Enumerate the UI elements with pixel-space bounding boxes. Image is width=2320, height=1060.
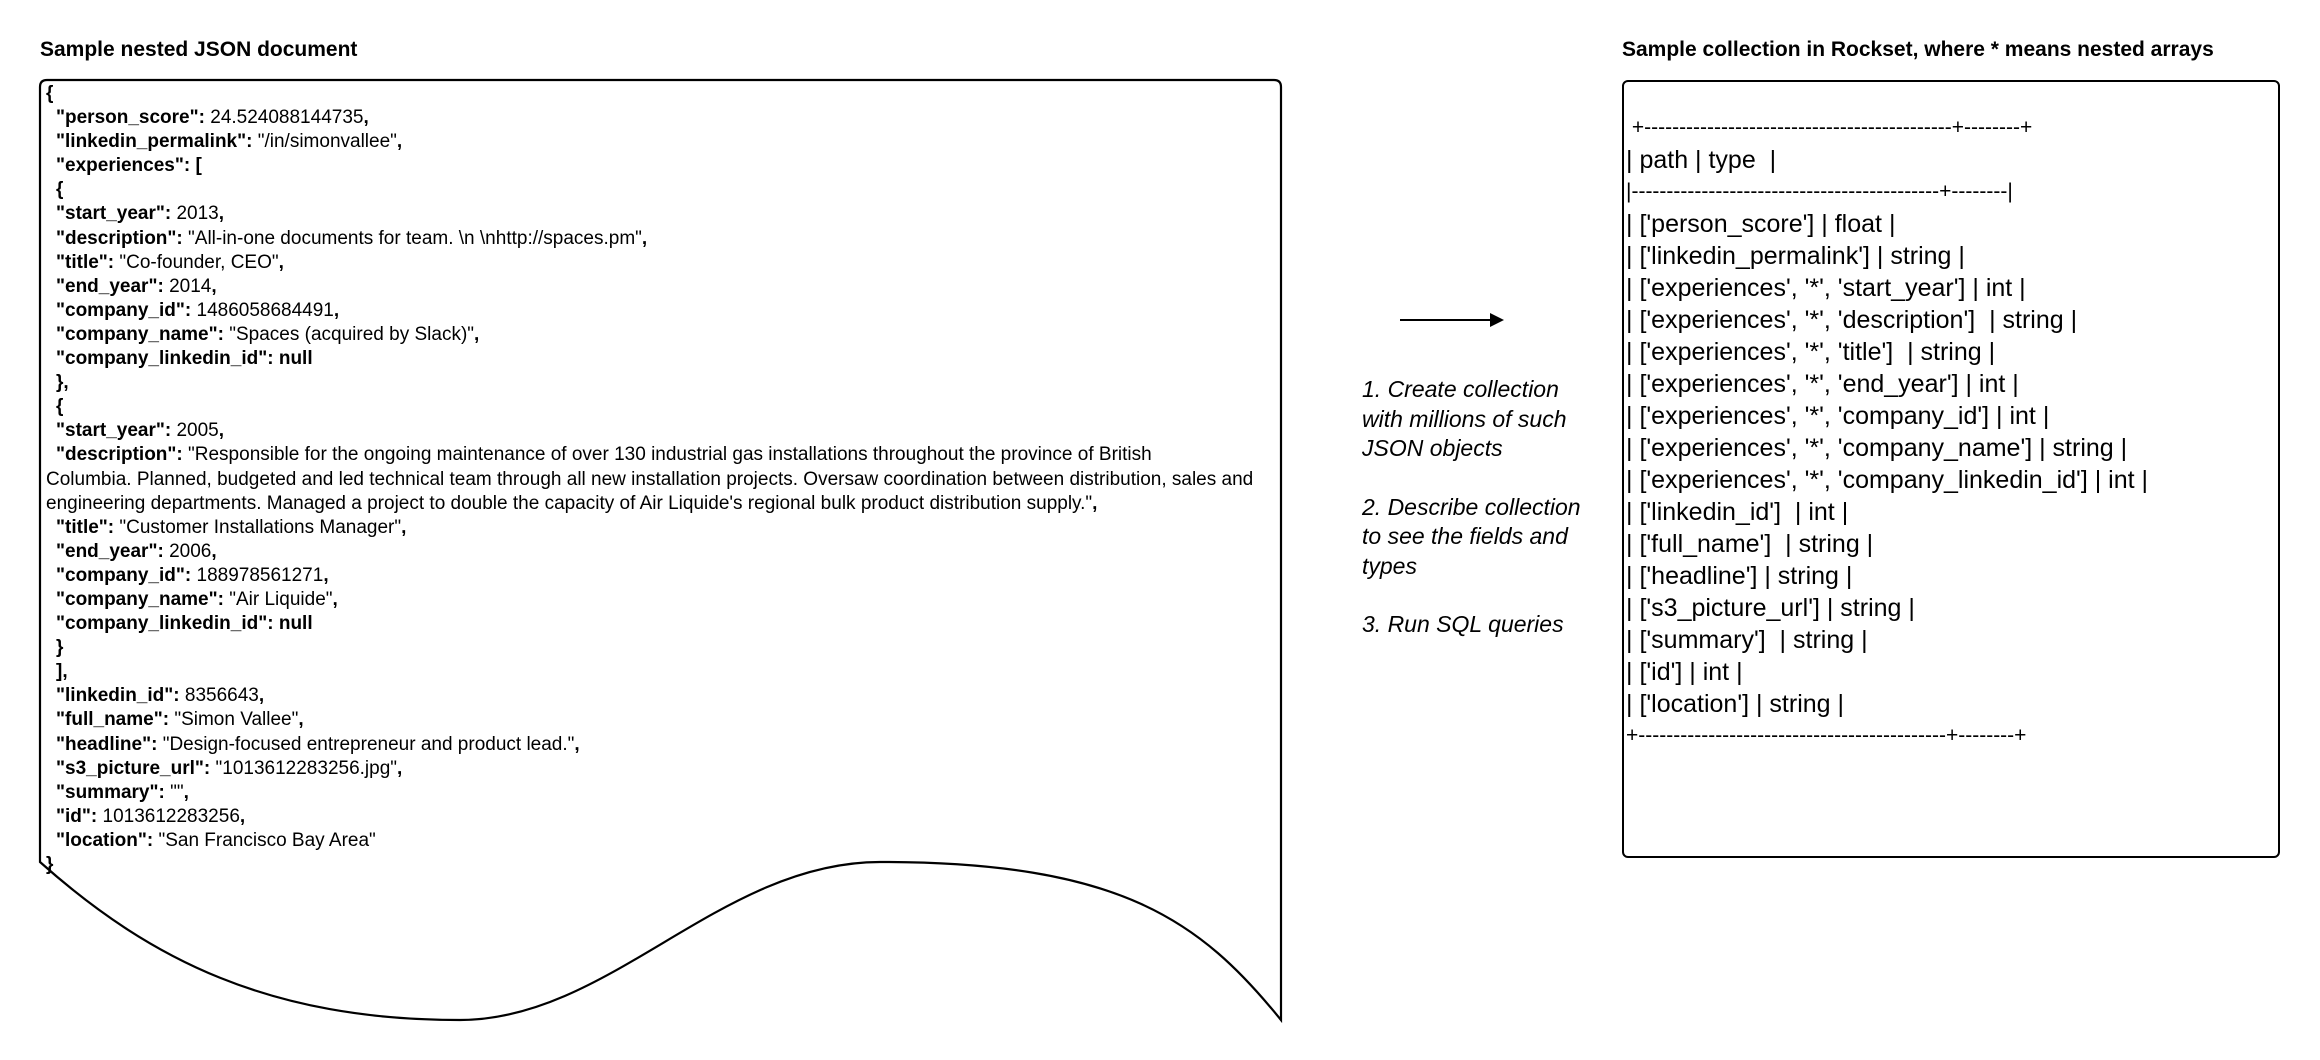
schema-row: | ['experiences', '*', 'start_year'] | int | — [1626, 274, 2026, 302]
json-punctuation: }, — [56, 372, 69, 394]
json-key: "company_linkedin_id": null — [56, 348, 313, 370]
json-comma: , — [218, 420, 225, 442]
json-line — [46, 612, 1282, 636]
schema-row: | ['experiences', '*', 'title'] | string | — [1626, 338, 1996, 366]
json-comma: , — [218, 203, 225, 225]
json-key: "s3_picture_url": — [56, 757, 211, 779]
json-line — [46, 202, 1282, 226]
json-document-text — [46, 82, 1282, 877]
json-line — [46, 82, 1282, 106]
schema-row: | ['full_name'] | string | — [1626, 530, 1874, 558]
json-line — [46, 347, 1282, 371]
json-value: 2013 — [171, 203, 219, 225]
json-value: "Co-founder, CEO" — [114, 251, 279, 273]
json-comma: , — [401, 516, 407, 538]
json-value: 24.524088144735 — [204, 107, 364, 129]
json-value: "" — [164, 781, 184, 803]
json-line — [46, 660, 1282, 684]
schema-border-line: +--------------------------------------------+--------+ — [1626, 724, 2027, 747]
json-punctuation: ], — [56, 661, 68, 683]
json-key: "id": — [56, 805, 98, 827]
json-comma: , — [258, 685, 265, 707]
json-punctuation: { — [56, 179, 64, 201]
json-value: 1486058684491 — [191, 299, 334, 321]
json-key: "headline": — [56, 733, 158, 755]
json-document-heading: Sample nested JSON document — [40, 38, 358, 61]
json-comma: , — [239, 805, 246, 827]
json-comma: , — [574, 733, 580, 755]
schema-row: | ['headline'] | string | — [1626, 562, 1853, 590]
json-line — [46, 540, 1282, 564]
json-key: "company_id": — [56, 299, 192, 321]
json-comma: , — [211, 275, 217, 297]
json-line — [46, 516, 1282, 540]
json-key: "description": — [56, 227, 183, 249]
json-value: "Air Liquide" — [223, 588, 333, 610]
schema-border-line: |--------------------------------------------+--------| — [1626, 180, 2013, 203]
json-key: "linkedin_id": — [56, 685, 180, 707]
json-value: 8356643 — [179, 685, 259, 707]
json-comma: , — [211, 540, 217, 562]
json-line — [46, 395, 1282, 419]
json-punctuation: } — [56, 637, 64, 659]
json-key: "title": — [56, 516, 115, 538]
json-value: "Design-focused entrepreneur and product lead." — [157, 733, 575, 755]
schema-row: | ['experiences', '*', 'end_year'] | int | — [1626, 370, 2019, 398]
json-value-continuation: Columbia. Planned, budgeted and led technical team through all new installation projects. Oversaw coordination between distribution, sales and engineering departments. Managed a project to double the capacity of Air Liquide's regional bulk product distribution supply.", — [46, 468, 1254, 514]
json-line — [46, 227, 1282, 251]
json-comma: , — [363, 107, 369, 129]
json-punctuation: } — [46, 854, 54, 875]
json-comma: , — [183, 781, 189, 803]
json-key: "company_name": — [56, 323, 224, 345]
json-key: "company_name": — [56, 588, 224, 610]
json-line — [46, 106, 1282, 130]
json-value: 2006 — [163, 540, 212, 562]
step-create-collection: 1. Create collection with millions of such JSON objects — [1362, 376, 1567, 461]
json-line — [46, 154, 1282, 178]
json-key: "linkedin_permalink": — [56, 131, 253, 153]
json-line — [46, 733, 1282, 757]
json-line — [46, 805, 1282, 829]
json-line — [46, 130, 1282, 154]
json-key: "start_year": — [56, 420, 172, 442]
json-key: "summary": — [56, 781, 165, 803]
json-comma: , — [396, 131, 403, 153]
schema-row: | ['id'] | int | — [1626, 658, 1743, 686]
schema-row: | ['s3_picture_url'] | string | — [1626, 594, 1915, 622]
schema-row: | ['linkedin_id'] | int | — [1626, 498, 1849, 526]
schema-row: | ['summary'] | string | — [1626, 626, 1868, 654]
json-line — [46, 684, 1282, 708]
json-value: "1013612283256.jpg" — [210, 757, 398, 779]
json-comma: , — [1092, 492, 1098, 514]
json-value: "Responsible for the ongoing maintenance of over 130 industrial gas installations throughout the province of British — [182, 444, 1152, 466]
schema-row: | ['experiences', '*', 'company_name'] | string | — [1626, 434, 2128, 462]
schema-row: | ['experiences', '*', 'company_id'] | int | — [1626, 402, 2050, 430]
schema-row: | path | type | — [1626, 146, 1777, 174]
json-comma: , — [298, 709, 304, 731]
json-line — [46, 829, 1282, 853]
json-key: "location": — [56, 829, 154, 851]
json-key: "start_year": — [56, 203, 172, 225]
schema-row: | ['location'] | string | — [1626, 690, 1845, 718]
step-describe-collection: 2. Describe collection to see the fields and types — [1362, 493, 1581, 579]
schema-row: | ['linkedin_permalink'] | string | — [1626, 242, 1965, 270]
json-key: "description": — [56, 444, 183, 466]
json-line — [46, 708, 1282, 732]
json-value: "Spaces (acquired by Slack)" — [223, 323, 475, 345]
rockset-collection-heading: Sample collection in Rockset, where * means nested arrays — [1622, 38, 2214, 61]
json-line — [46, 178, 1282, 202]
json-value: 2005 — [171, 420, 219, 442]
json-line — [46, 419, 1282, 443]
json-line — [46, 757, 1282, 781]
json-comma: , — [397, 757, 403, 779]
step-run-sql: 3. Run SQL queries — [1362, 611, 1564, 637]
json-line — [46, 636, 1282, 660]
json-comma: , — [323, 564, 329, 586]
json-key: "full_name": — [56, 709, 170, 731]
json-comma: , — [474, 323, 480, 345]
json-line — [46, 251, 1282, 275]
json-value: 188978561271 — [191, 564, 324, 586]
json-line — [46, 323, 1282, 347]
json-key: "company_id": — [56, 564, 192, 586]
json-comma: , — [278, 251, 284, 273]
json-line — [46, 371, 1282, 395]
schema-row: | ['experiences', '*', 'description'] | string | — [1626, 306, 2078, 334]
json-line — [46, 781, 1282, 805]
json-comma: , — [641, 227, 648, 249]
json-comma: , — [333, 299, 340, 321]
json-comma: , — [332, 588, 338, 610]
json-key: "end_year": — [56, 275, 164, 297]
json-line — [46, 588, 1282, 612]
json-key: "end_year": — [56, 540, 164, 562]
json-value: 1013612283256 — [97, 805, 240, 827]
json-key: "person_score": — [56, 107, 205, 129]
json-line — [46, 443, 1282, 515]
schema-row: | ['person_score'] | float | — [1626, 210, 1896, 238]
json-value: "San Francisco Bay Area" — [153, 829, 376, 851]
json-value: "/in/simonvallee" — [252, 131, 397, 153]
json-key: "company_linkedin_id": null — [56, 613, 313, 635]
arrow-right-icon — [1400, 300, 1510, 340]
json-key: "title": — [56, 251, 115, 273]
json-value: "Customer Installations Manager" — [114, 516, 402, 538]
steps-list — [1362, 375, 1602, 669]
json-punctuation: { — [46, 83, 54, 104]
collection-schema-table — [1626, 112, 2276, 752]
json-value: 2014 — [163, 275, 212, 297]
json-value: "Simon Vallee" — [169, 709, 299, 731]
schema-border-line: +--------------------------------------------+--------+ — [1626, 116, 2033, 139]
schema-row: | ['experiences', '*', 'company_linkedin_id'] | int | — [1626, 466, 2148, 494]
json-line — [46, 299, 1282, 323]
json-punctuation: { — [56, 396, 64, 418]
json-key: "experiences": [ — [56, 155, 202, 177]
json-line — [46, 564, 1282, 588]
json-line — [46, 275, 1282, 299]
json-value: "All-in-one documents for team. \n \nhttp://spaces.pm" — [182, 227, 642, 249]
json-line — [46, 853, 1282, 877]
